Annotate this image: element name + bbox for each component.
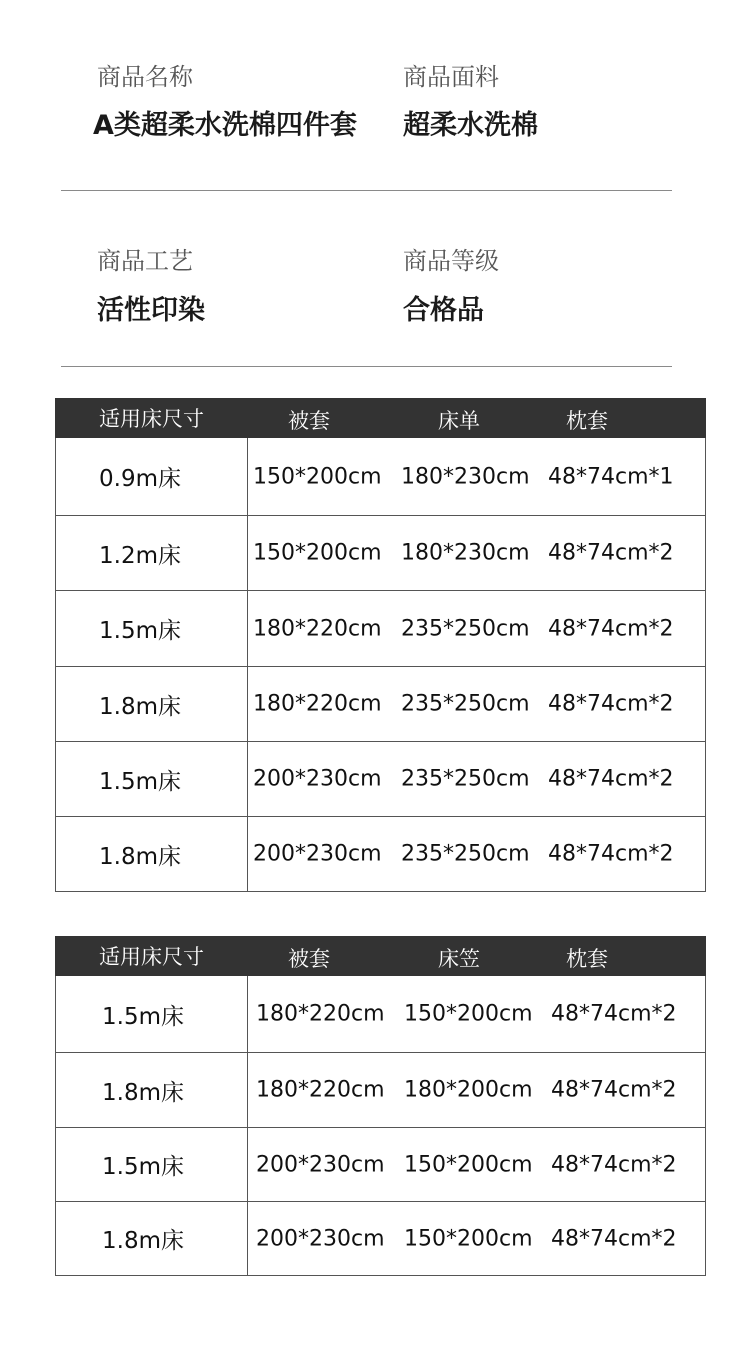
- table-row: [56, 1053, 706, 1128]
- header-pillowcase: 枕套: [566, 409, 608, 433]
- table-row: [56, 1128, 706, 1202]
- cell-pillowcase-size: 48*74cm*2: [548, 766, 674, 792]
- cell-pillowcase-size: 48*74cm*2: [548, 540, 674, 566]
- cell-duvet-size: 200*230cm: [256, 1152, 385, 1177]
- cell-sheet-size: 235*250cm: [401, 766, 530, 792]
- table-row: [56, 591, 706, 667]
- cell-sheet-size: 180*230cm: [401, 464, 530, 489]
- table-row: [56, 516, 706, 591]
- header-bed-size: 适用床尺寸: [56, 937, 248, 976]
- header-dims: [248, 937, 706, 976]
- table-row: [56, 742, 706, 817]
- info-value-name: A类超柔水洗棉四件套: [93, 110, 357, 141]
- cell-sheet-size: 235*250cm: [401, 841, 530, 867]
- cell-duvet-size: 180*220cm: [256, 1077, 385, 1103]
- table-row: [56, 976, 706, 1053]
- info-value-fabric: 超柔水洗棉: [403, 110, 538, 141]
- cell-sheet-size: 150*200cm: [404, 1226, 533, 1251]
- divider: [61, 366, 672, 367]
- cell-sheet-size: 180*230cm: [401, 540, 530, 566]
- size-table-fitted-sheet: [55, 936, 706, 1276]
- cell-duvet-size: 180*220cm: [253, 691, 382, 717]
- cell-sheet-size: 235*250cm: [401, 616, 530, 641]
- info-label-fabric: 商品面料: [403, 63, 499, 91]
- table-header-row: [56, 399, 706, 438]
- cell-pillowcase-size: 48*74cm*2: [548, 841, 674, 867]
- info-label-craft: 商品工艺: [97, 247, 193, 275]
- cell-sheet-size: 150*200cm: [404, 1001, 533, 1027]
- cell-sheet-size: 235*250cm: [401, 691, 530, 717]
- cell-sheet-size: 150*200cm: [404, 1152, 533, 1177]
- info-value-grade: 合格品: [403, 295, 484, 326]
- header-duvet: 被套: [288, 947, 330, 971]
- header-fitted-sheet: 床笠: [438, 947, 480, 971]
- info-label-name: 商品名称: [97, 63, 193, 91]
- cell-pillowcase-size: 48*74cm*1: [548, 464, 674, 489]
- table-row: [56, 817, 706, 892]
- cell-pillowcase-size: 48*74cm*2: [551, 1152, 677, 1177]
- cell-dimensions: [248, 817, 706, 892]
- cell-pillowcase-size: 48*74cm*2: [551, 1001, 677, 1027]
- cell-bed-size: 1.5m床: [56, 591, 248, 667]
- table-row: [56, 667, 706, 742]
- cell-dimensions: [248, 667, 706, 742]
- size-table-flat-sheet: [55, 398, 706, 892]
- cell-dimensions: [248, 516, 706, 591]
- cell-bed-size: 1.8m床: [56, 667, 248, 742]
- cell-duvet-size: 150*200cm: [253, 464, 382, 489]
- divider: [61, 190, 672, 191]
- info-value-craft: 活性印染: [97, 295, 205, 326]
- cell-dimensions: [248, 438, 706, 516]
- cell-dimensions: [248, 976, 706, 1053]
- cell-duvet-size: 180*220cm: [253, 616, 382, 641]
- cell-dimensions: [248, 1053, 706, 1128]
- cell-bed-size: 1.5m床: [56, 1128, 248, 1202]
- cell-dimensions: [248, 742, 706, 817]
- cell-bed-size: 0.9m床: [56, 438, 248, 516]
- info-label-grade: 商品等级: [403, 247, 499, 275]
- cell-bed-size: 1.5m床: [56, 976, 248, 1053]
- cell-pillowcase-size: 48*74cm*2: [548, 691, 674, 717]
- header-duvet: 被套: [288, 409, 330, 433]
- cell-pillowcase-size: 48*74cm*2: [548, 616, 674, 641]
- table-row: [56, 1202, 706, 1276]
- cell-duvet-size: 200*230cm: [256, 1226, 385, 1251]
- header-pillowcase: 枕套: [566, 947, 608, 971]
- cell-pillowcase-size: 48*74cm*2: [551, 1077, 677, 1103]
- cell-duvet-size: 200*230cm: [253, 841, 382, 867]
- cell-dimensions: [248, 1128, 706, 1202]
- cell-dimensions: [248, 1202, 706, 1276]
- header-bed-size: 适用床尺寸: [56, 399, 248, 438]
- table-row: [56, 438, 706, 516]
- header-sheet: 床单: [438, 409, 480, 433]
- cell-bed-size: 1.8m床: [56, 1202, 248, 1276]
- cell-duvet-size: 150*200cm: [253, 540, 382, 566]
- cell-bed-size: 1.5m床: [56, 742, 248, 817]
- table-header-row: [56, 937, 706, 976]
- cell-bed-size: 1.2m床: [56, 516, 248, 591]
- cell-bed-size: 1.8m床: [56, 1053, 248, 1128]
- cell-sheet-size: 180*200cm: [404, 1077, 533, 1103]
- cell-duvet-size: 180*220cm: [256, 1001, 385, 1027]
- cell-duvet-size: 200*230cm: [253, 766, 382, 792]
- header-dims: [248, 399, 706, 438]
- cell-bed-size: 1.8m床: [56, 817, 248, 892]
- cell-pillowcase-size: 48*74cm*2: [551, 1226, 677, 1251]
- cell-dimensions: [248, 591, 706, 667]
